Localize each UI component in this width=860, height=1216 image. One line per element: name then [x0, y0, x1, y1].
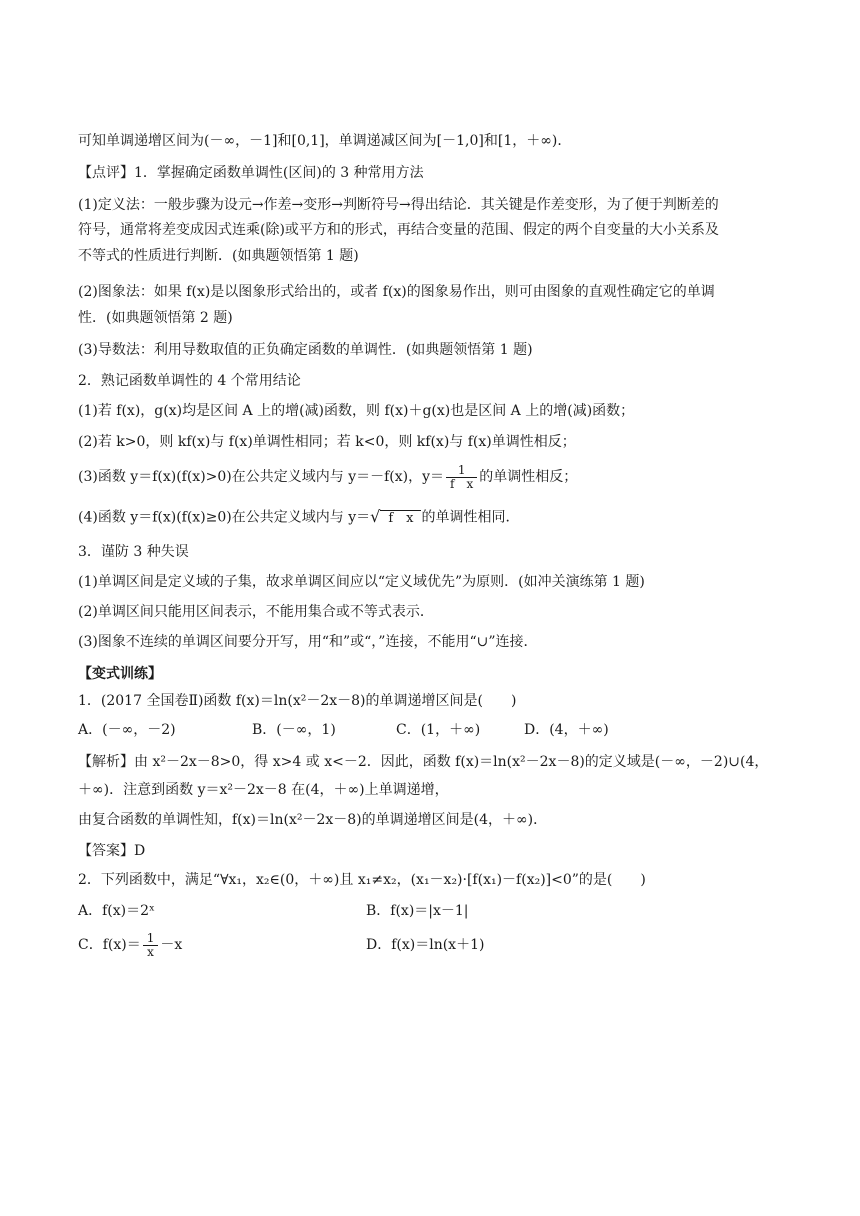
fraction — [143, 932, 159, 959]
q2-option-a: A．f(x)＝2ˣ — [78, 903, 155, 919]
text-line-sqrt — [78, 508, 808, 527]
fraction-numerator: 1 — [143, 932, 159, 946]
q1-option-d: D．(4，＋∞) — [524, 722, 609, 738]
q2-option-c — [78, 930, 182, 960]
answer-line: 【答案】D — [78, 843, 146, 859]
square-root — [370, 508, 421, 527]
fraction-denominator: x — [147, 944, 154, 959]
q1-option-b: B．(－∞，1) — [252, 722, 336, 738]
section-heading: 【变式训练】 — [78, 666, 162, 682]
text-line: 符号，通常将差变成因式连乘(除)或平方和的形式，再结合变量的范围、假定的两个自变量的大小关系及 — [78, 222, 719, 238]
formula-text: 的单调性相反； — [479, 469, 578, 485]
text-line: (3)图象不连续的单调区间要分开写，用“和”或“，”连接，不能用“∪”连接． — [78, 634, 538, 650]
q1-option-c: C．(1，＋∞) — [396, 722, 481, 738]
text-line: 性．(如典题领悟第 2 题) — [78, 310, 233, 326]
text-line: (1)定义法：一般步骤为设元→作差→变形→判断符号→得出结论．其关键是作差变形，为了便于判断差的 — [78, 197, 719, 213]
text-line: 2．熟记函数单调性的 4 个常用结论 — [78, 373, 301, 389]
text-line: 可知单调递增区间为(－∞，－1]和[0,1]，单调递减区间为[－1,0]和[1，＋∞)． — [78, 133, 572, 149]
text-line: 不等式的性质进行判断．(如典题领悟第 1 题) — [78, 248, 359, 264]
question-1: 1．(2017 全国卷Ⅱ)函数 f(x)＝ln(x²－2x－8)的单调递增区间是( ) — [78, 693, 517, 709]
solution-text: 【解析】由 x²－2x－8>0，得 x>4 或 x<－2．因此，函数 f(x)＝ln(x²－2x－8)的定义域是(－∞，－2)∪(4， — [78, 754, 769, 770]
solution-text: 由复合函数的单调性知，f(x)＝ln(x²－2x－8)的单调递增区间是(4，＋∞)． — [78, 812, 548, 828]
formula-text: (4)函数 y＝f(x)(f(x)≥0)在公共定义域内与 y＝ — [78, 509, 371, 526]
text-line: (2)若 k>0，则 kf(x)与 f(x)单调性相同；若 k<0，则 kf(x)与 f(x)单调性相反； — [78, 434, 576, 450]
question-2: 2．下列函数中，满足“∀x₁，x₂∈(0，＋∞)且 x₁≠x₂，(x₁－x₂)·[f(x₁)－f(x₂)]<0”的是( ) — [78, 872, 646, 888]
text-line: (3)导数法：利用导数取值的正负确定函数的单调性．(如典题领悟第 1 题) — [78, 342, 533, 358]
q2-option-b: B．f(x)＝|x－1| — [366, 903, 469, 919]
fraction-numerator: 1 — [446, 464, 477, 478]
radicand: f x — [380, 510, 421, 526]
formula-text: 的单调性相同． — [421, 509, 520, 526]
solution-text: ＋∞)．注意到函数 y＝x²－2x－8 在(4，＋∞)上单调递增， — [78, 782, 449, 798]
text-line: (1)若 f(x)，g(x)均是区间 A 上的增(减)函数，则 f(x)＋g(x)也是区间 A 上的增(减)函数； — [78, 403, 635, 419]
option-text: C．f(x)＝ — [78, 937, 141, 953]
text-line: (1)单调区间是定义域的子集，故求单调区间应以“定义域优先”为原则．(如冲关演练第 1 题) — [78, 574, 645, 590]
comment-heading: 【点评】1．掌握确定函数单调性(区间)的 3 种常用方法 — [78, 165, 424, 181]
fraction-denominator: f x — [450, 476, 474, 491]
radical-sign: √ — [370, 507, 381, 526]
option-text: －x — [160, 937, 183, 953]
fraction — [446, 464, 477, 491]
text-line-fraction — [78, 462, 808, 492]
formula-text: (3)函数 y＝f(x)(f(x)>0)在公共定义域内与 y＝－f(x)，y＝ — [78, 469, 445, 485]
text-line: (2)单调区间只能用区间表示，不能用集合或不等式表示． — [78, 604, 434, 620]
q2-option-d: D．f(x)＝ln(x＋1) — [366, 937, 485, 953]
text-line: 3．谨防 3 种失误 — [78, 544, 189, 560]
q1-option-a: A．(－∞，－2) — [78, 722, 176, 738]
text-line: (2)图象法：如果 f(x)是以图象形式给出的，或者 f(x)的图象易作出，则可由图象的直观性确定它的单调 — [78, 284, 715, 300]
